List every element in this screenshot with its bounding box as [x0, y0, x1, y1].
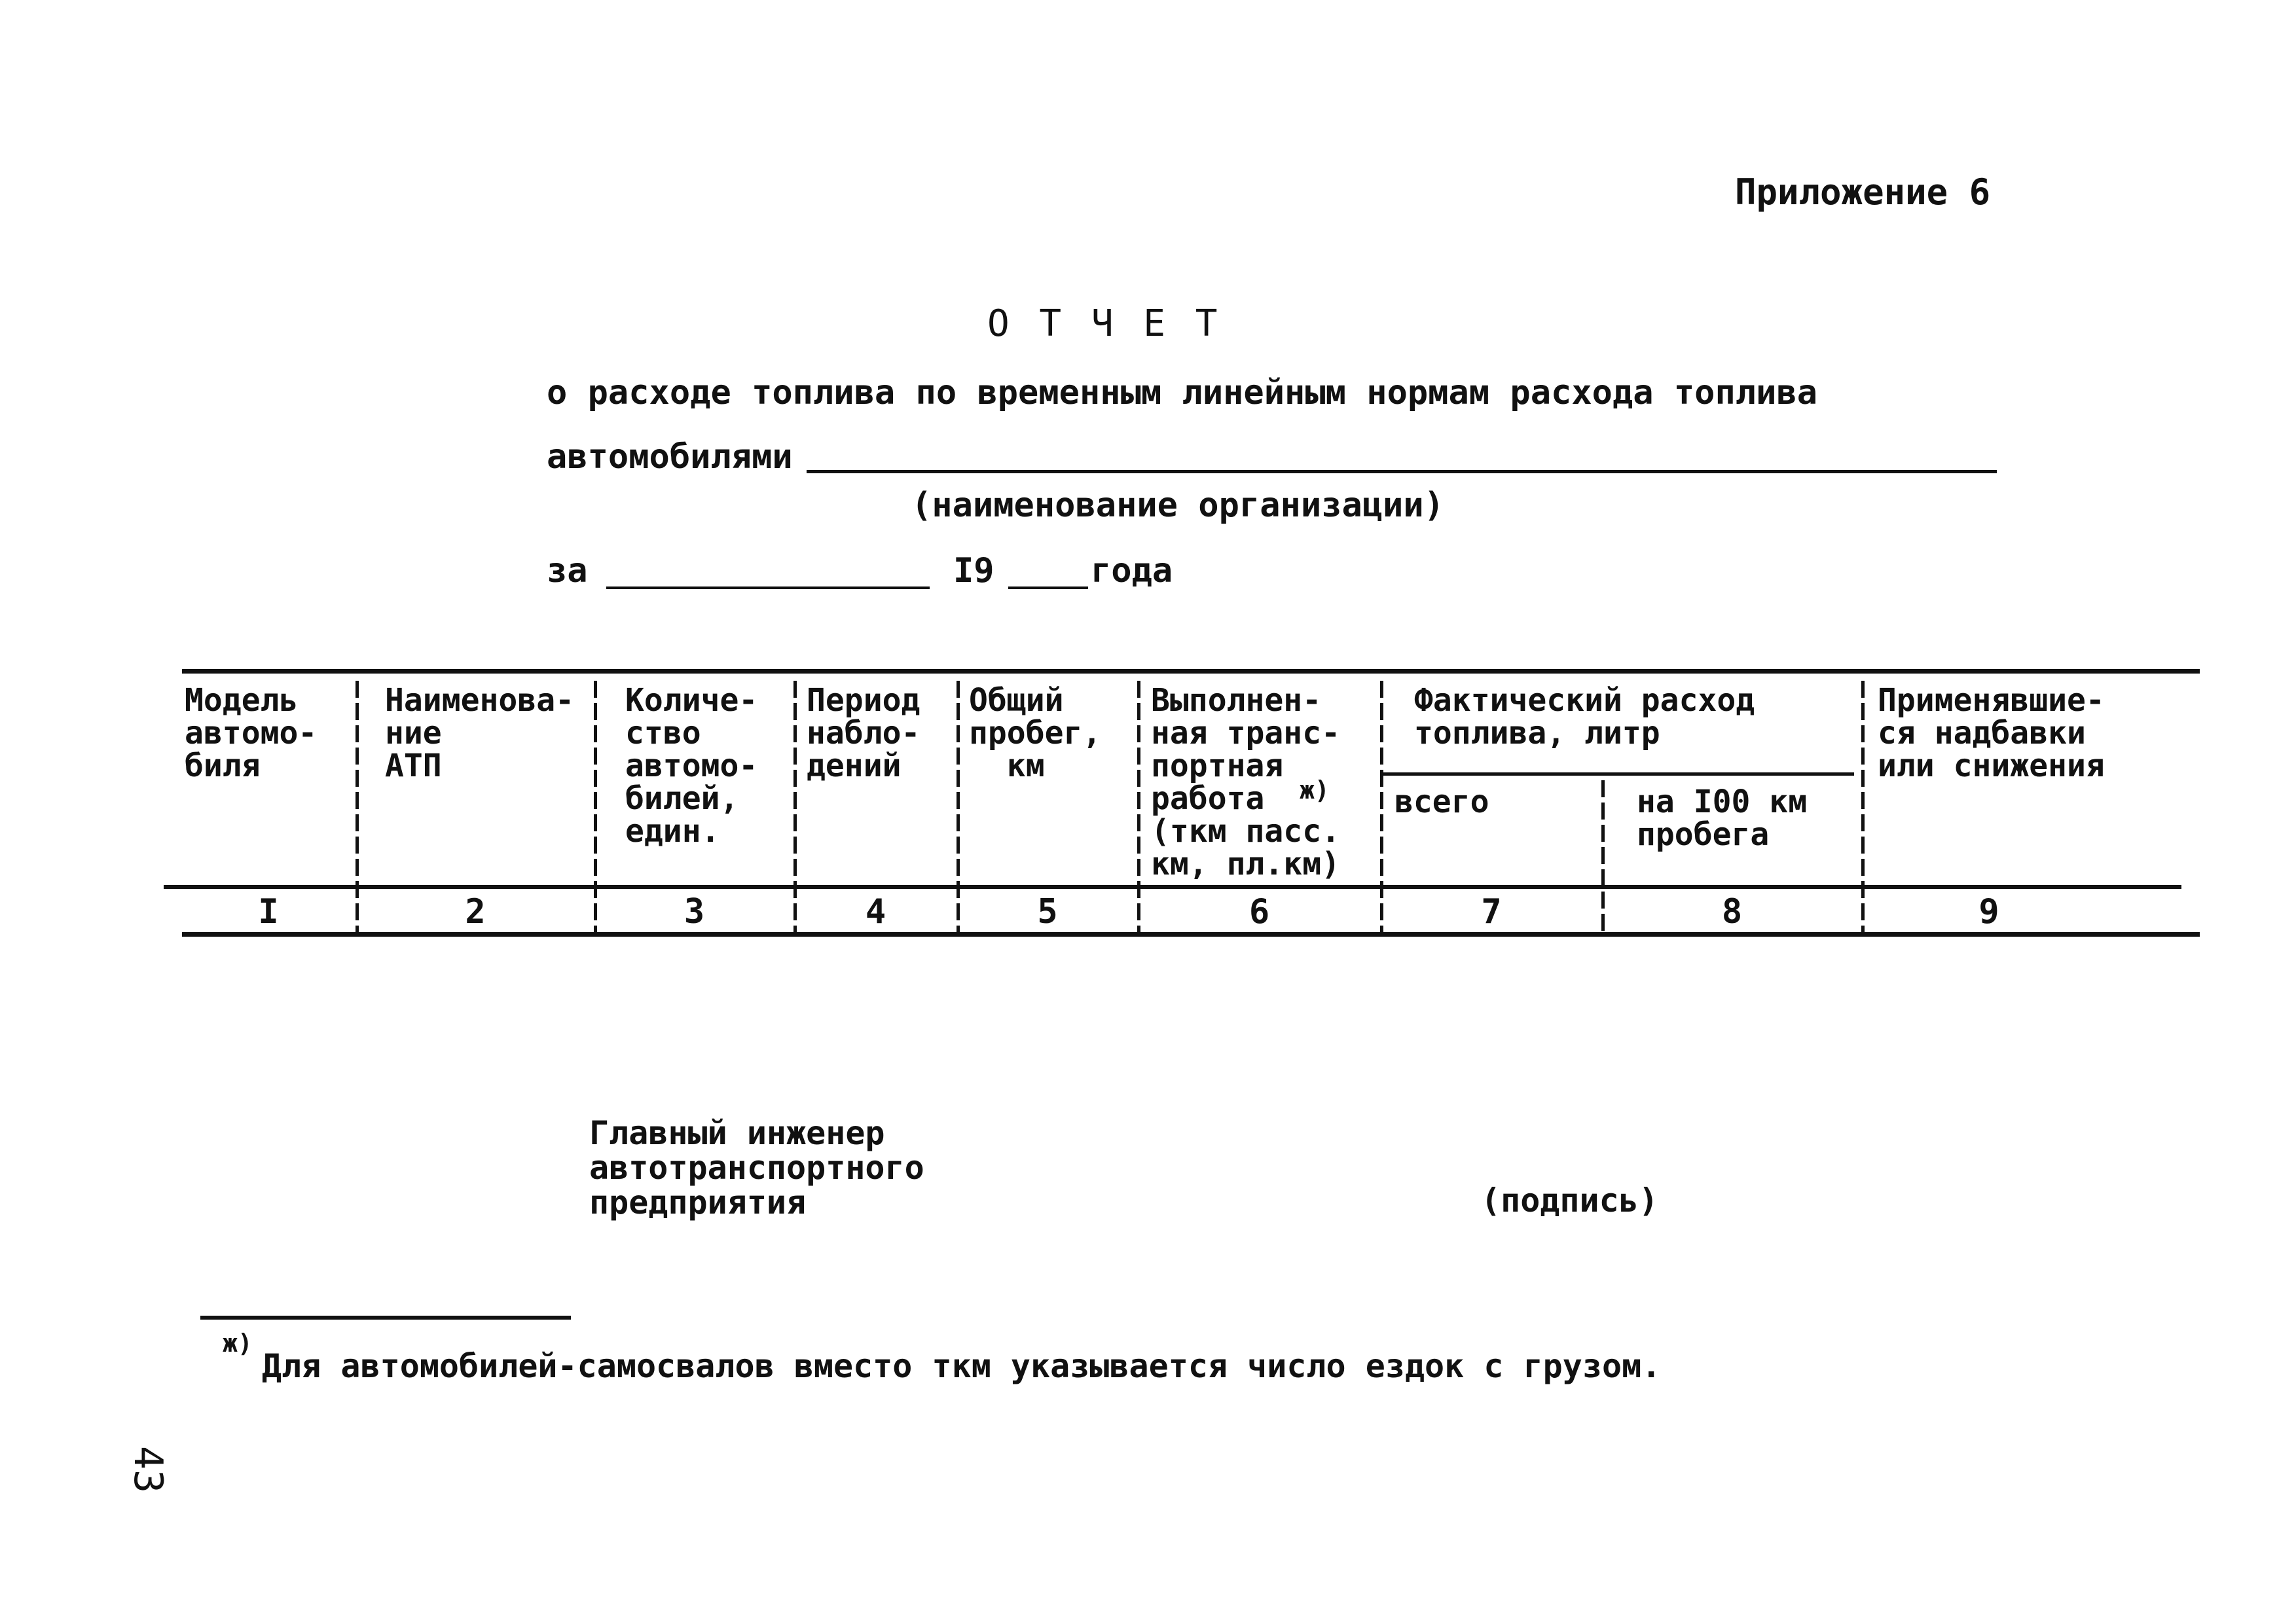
- footnote-rule: [200, 1316, 571, 1320]
- report-subtitle: о расходе топлива по временным линейным нормам расхода топлива: [547, 373, 1818, 412]
- header-car-model: Модель автомо- биля: [185, 682, 318, 784]
- header-transport-work: Выполнен- ная транс- портная работа (ткм пасс. км, пл.км): [1151, 682, 1340, 882]
- vehicles-prefix: автомобилями: [547, 437, 793, 477]
- table-bottom-rule: [182, 932, 2200, 937]
- column-number: 5: [1037, 892, 1058, 931]
- header-fuel-per-100km: на I00 км пробега: [1637, 784, 1808, 853]
- column-number: 9: [1978, 892, 1999, 931]
- column-number: 8: [1721, 892, 1743, 931]
- organization-caption: (наименование организации): [911, 486, 1444, 525]
- footnote-mark: ж): [223, 1329, 253, 1358]
- header-total-mileage: Общий пробег, км: [969, 682, 1102, 784]
- footnote-mark-header: ж): [1300, 776, 1330, 804]
- report-title: О Т Ч Е Т: [987, 302, 1222, 345]
- header-allowances: Применявшие- ся надбавки или снижения: [1878, 682, 2105, 784]
- column-number: 3: [683, 892, 705, 931]
- table-header-rule: [164, 885, 2181, 889]
- header-fuel-total: всего: [1394, 784, 1489, 820]
- column-number: 7: [1481, 892, 1502, 931]
- year-suffix: года: [1091, 551, 1173, 590]
- footnote-text: Для автомобилей-самосвалов вместо ткм указывается число ездок с грузом.: [262, 1347, 1662, 1385]
- header-vehicle-count: Количе- ство автомо- билей, един.: [625, 682, 758, 850]
- year-fill-line: [1008, 586, 1088, 589]
- signature-caption: (подпись): [1481, 1182, 1658, 1219]
- table-top-rule: [182, 669, 2200, 674]
- header-actual-fuel-group: Фактический расход топлива, литр: [1414, 682, 1755, 751]
- column-number: 6: [1248, 892, 1270, 931]
- signature-position: Главный инженер автотранспортного предприятия: [589, 1114, 924, 1221]
- group-sub-rule: [1383, 772, 1854, 776]
- period-fill-line: [606, 586, 930, 589]
- column-number: 4: [865, 892, 886, 931]
- header-observation-period: Период набло- дений: [807, 682, 920, 784]
- column-number: I: [258, 892, 279, 931]
- period-prefix: за: [547, 551, 588, 590]
- year-prefix: I9: [953, 551, 994, 590]
- appendix-label: Приложение 6: [1735, 171, 1991, 213]
- page-number: 43: [125, 1445, 172, 1494]
- column-number: 2: [465, 892, 486, 931]
- organization-fill-line: [807, 470, 1997, 473]
- header-atp-name: Наименова- ние АТП: [385, 682, 574, 784]
